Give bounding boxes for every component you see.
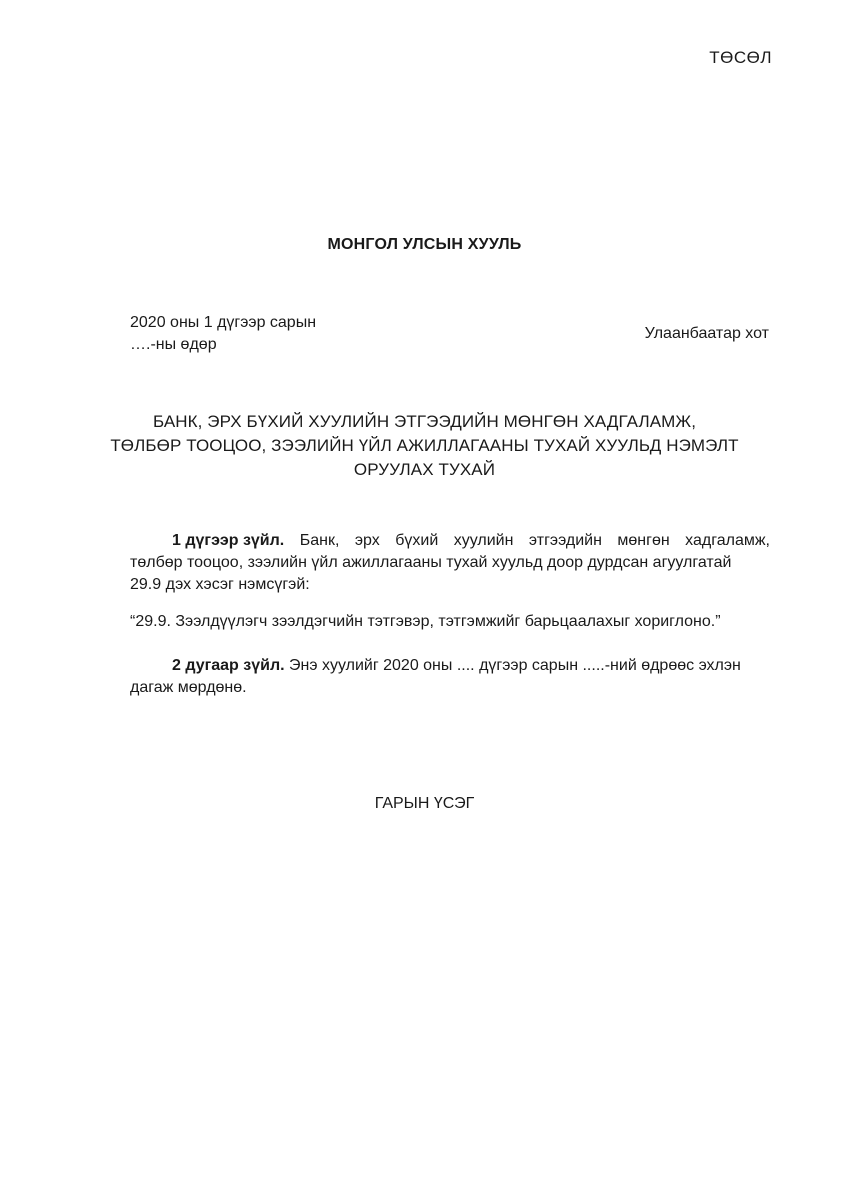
article-1-word: эрх [354,532,380,549]
article-1-line-3: 29.9 дэх хэсэг нэмсүгэй: [130,576,310,593]
law-title [100,410,749,482]
article-2-heading: 2 дугаар зүйл. [172,657,285,674]
article-1 [130,530,770,596]
article-1-word: бүхий [395,532,439,549]
article-2-line-2: дагаж мөрдөнө. [130,679,247,696]
date-line-2: ….-ны өдөр [130,336,217,353]
article-1-word: хадгаламж, [685,532,770,549]
article-1-line-2: төлбөр тооцоо, зээлийн үйл ажиллагааны тухай хуульд доор дурдсан агуулгатай [130,554,732,571]
date-block [130,312,316,356]
article-1-line-1 [130,530,770,552]
article-1-word: Банк, [299,532,340,549]
article-2-line-1 [130,655,770,677]
article-2-text: Энэ хуулийг 2020 оны .... дүгээр сарын .....-ний өдрөөс эхлэн [289,657,741,674]
article-2 [130,655,770,699]
article-1-heading: 1 дүгээр зүйл. [172,532,285,549]
article-1-word: хуулийн [453,532,514,549]
signature-label: ГАРЫН ҮСЭГ [374,795,475,812]
article-1-word: мөнгөн [617,532,670,549]
law-title-line-2: ТӨЛБӨР ТООЦОО, ЗЭЭЛИЙН ҮЙЛ АЖИЛЛАГААНЫ ТУХАЙ ХУУЛЬД НЭМЭЛТ [110,436,739,455]
date-line-1: 2020 оны 1 дүгээр сарын [130,314,317,331]
place: Улаанбаатар хот [644,325,769,342]
law-title-line-1: БАНК, ЭРХ БҮХИЙ ХУУЛИЙН ЭТГЭЭДИЙН МӨНГӨН ХАДГАЛАМЖ, [152,412,697,431]
law-title-line-3: ОРУУЛАХ ТУХАЙ [353,460,496,479]
law-header: МОНГОЛ УЛСЫН ХУУЛЬ [327,236,522,253]
draft-mark: ТӨСӨЛ [709,48,772,67]
article-1-word: этгээдийн [528,532,602,549]
amendment-quote: “29.9. Зээлдүүлэгч зээлдэгчийн тэтгэвэр, тэтгэмжийг барьцаалахыг хориглоно.” [130,613,721,630]
